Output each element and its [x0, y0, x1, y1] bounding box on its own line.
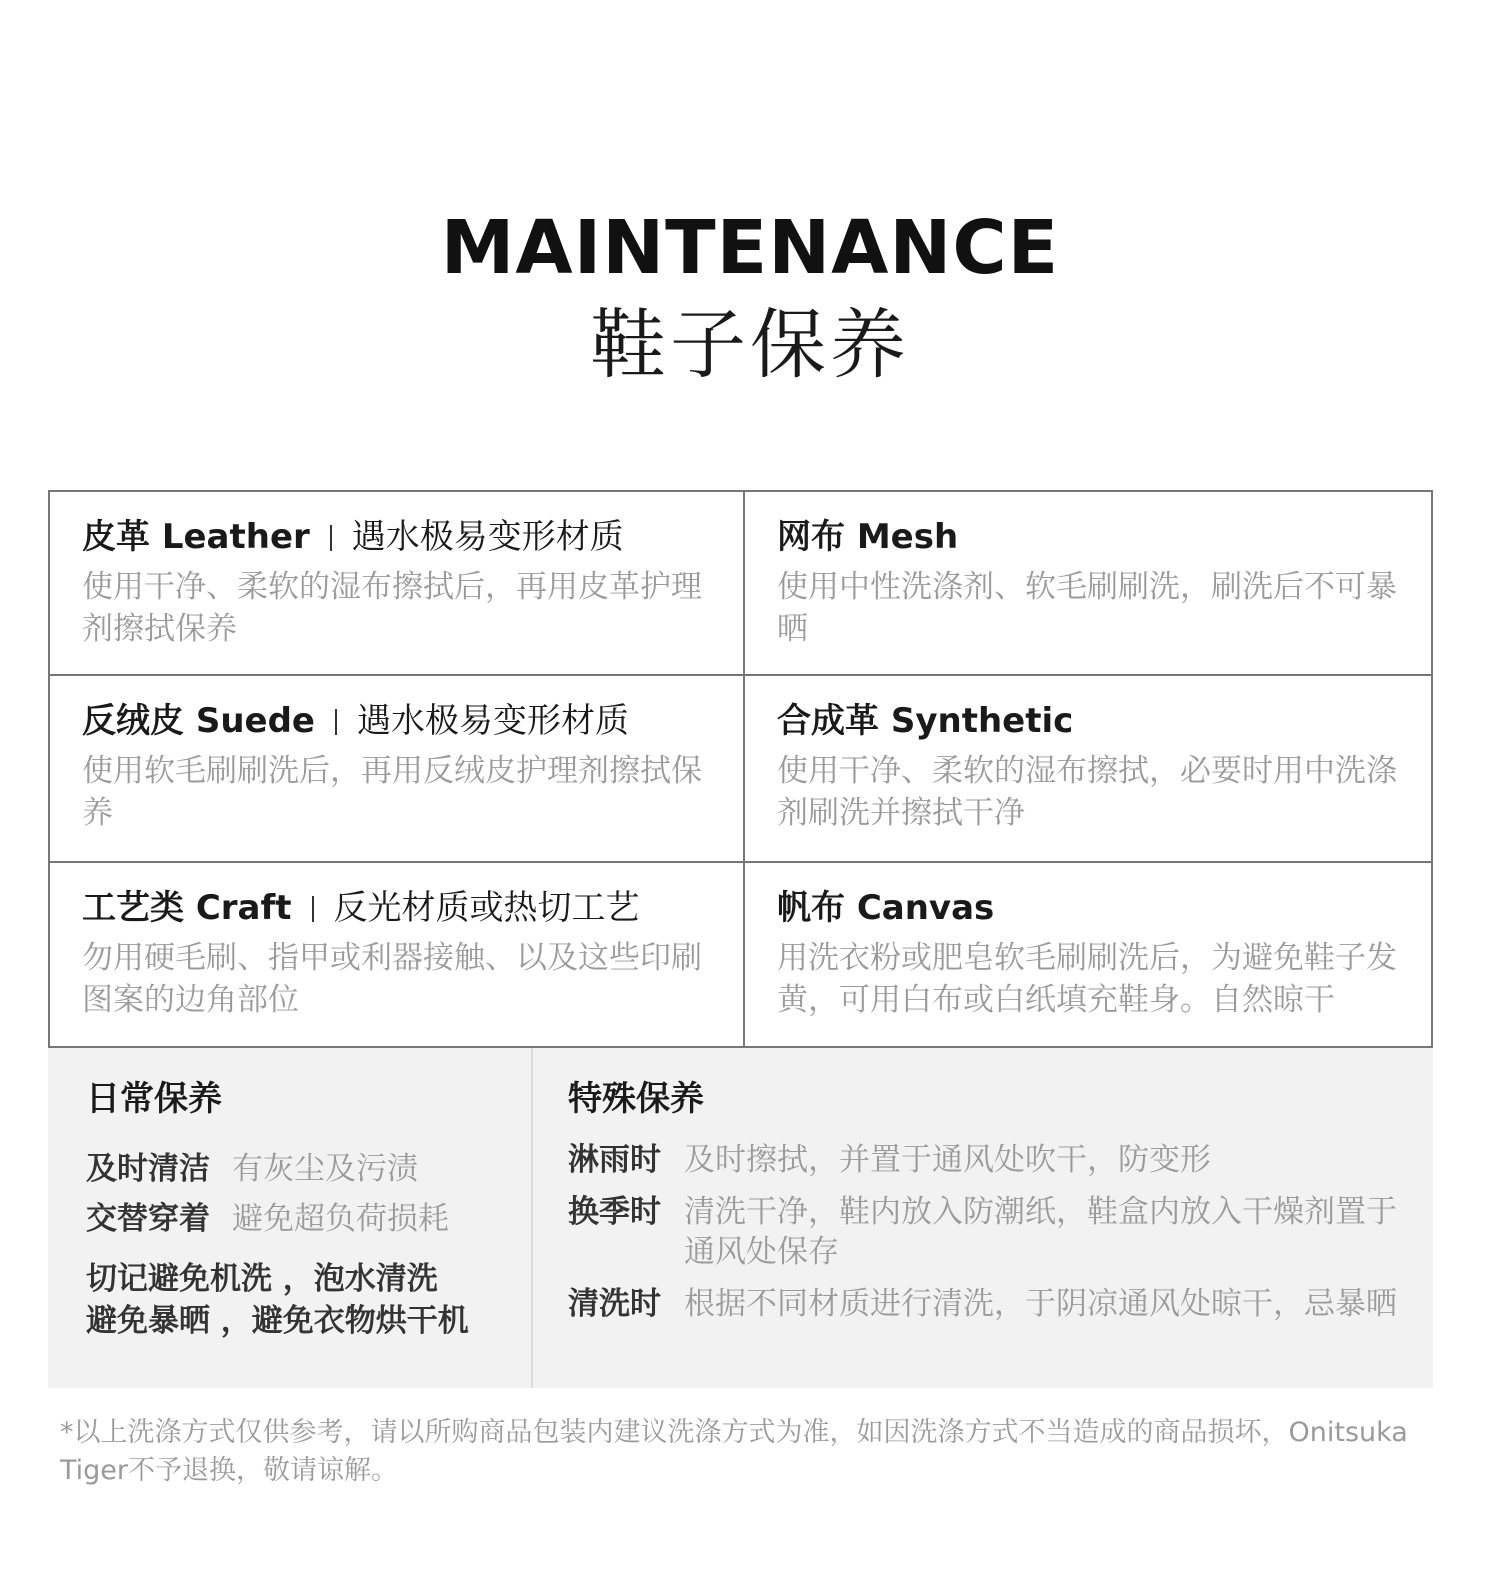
- material-description: 使用中性洗涤剂、软毛刷刷洗，刷洗后不可暴晒: [777, 569, 1397, 647]
- daily-care-section: [86, 1076, 516, 1342]
- material-name: 帆布 Canvas: [777, 888, 995, 928]
- material-cell-leather: [50, 492, 743, 674]
- material-title: [82, 698, 743, 744]
- material-title: [82, 885, 743, 931]
- special-care-item: [568, 1140, 1408, 1180]
- special-care-key: 淋雨时: [568, 1142, 661, 1178]
- daily-care-key: 交替穿着: [86, 1201, 210, 1237]
- warning-line: 避免暴晒 ，避免衣物烘干机: [86, 1303, 469, 1339]
- material-name: 合成革 Synthetic: [777, 701, 1074, 741]
- special-care-key: 换季时: [568, 1194, 661, 1230]
- material-name: 工艺类 Craft: [82, 888, 292, 928]
- material-description: 勿用硬毛刷、指甲或利器接触、以及这些印刷图案的边角部位: [82, 940, 702, 1018]
- title-separator: [335, 709, 337, 735]
- material-note: 遇水极易变形材质: [351, 517, 624, 557]
- special-care-title: 特殊保养: [568, 1079, 704, 1119]
- daily-care-value: 避免超负荷损耗: [232, 1201, 449, 1237]
- special-care-value: 根据不同材质进行清洗，于阴凉通风处晾干，忌暴晒: [684, 1286, 1397, 1322]
- daily-care-title: 日常保养: [86, 1079, 222, 1119]
- daily-care-item: [86, 1194, 516, 1244]
- daily-care-warning: [86, 1258, 516, 1342]
- material-note: 反光材质或热切工艺: [333, 888, 640, 928]
- material-name: 皮革 Leather: [82, 517, 310, 557]
- title-separator: [330, 525, 332, 551]
- special-care-value: 清洗干净，鞋内放入防潮纸，鞋盒内放入干燥剂置于通风处保存: [684, 1194, 1397, 1270]
- material-cell-synthetic: [743, 674, 1433, 861]
- daily-care-value: 有灰尘及污渍: [232, 1151, 418, 1187]
- material-description: 使用干净、柔软的湿布擦拭后，再用皮革护理剂擦拭保养: [82, 569, 702, 647]
- material-title: [777, 698, 1433, 744]
- special-care-list: [568, 1140, 1408, 1324]
- material-title: [777, 514, 1433, 560]
- care-divider: [531, 1048, 533, 1388]
- care-panel: [48, 1048, 1433, 1388]
- material-name: 反绒皮 Suede: [82, 701, 315, 741]
- title-separator: [312, 896, 314, 922]
- special-care-section: [568, 1076, 1408, 1336]
- material-description: 使用软毛刷刷洗后，再用反绒皮护理剂擦拭保养: [82, 753, 702, 831]
- page-title-en: MAINTENANCE: [440, 205, 1060, 291]
- material-cell-mesh: [743, 492, 1433, 674]
- material-name: 网布 Mesh: [777, 517, 959, 557]
- daily-care-item: [86, 1144, 516, 1194]
- special-care-item: [568, 1192, 1408, 1272]
- material-care-table: [48, 490, 1433, 1048]
- material-title: [82, 514, 743, 560]
- material-title: [777, 885, 1433, 931]
- material-description: 使用干净、柔软的湿布擦拭，必要时用中洗涤剂刷洗并擦拭干净: [777, 753, 1397, 831]
- material-description: 用洗衣粉或肥皂软毛刷刷洗后，为避免鞋子发黄，可用白布或白纸填充鞋身。自然晾干: [777, 940, 1397, 1018]
- daily-care-key: 及时清洁: [86, 1151, 210, 1187]
- material-cell-suede: [50, 674, 743, 861]
- disclaimer-note: *以上洗涤方式仅供参考，请以所购商品包装内建议洗涤方式为准，如因洗涤方式不当造成的商品损坏，Onitsuka Tiger不予退换，敬请谅解。: [60, 1417, 1408, 1486]
- special-care-value: 及时擦拭，并置于通风处吹干，防变形: [684, 1142, 1211, 1178]
- material-cell-canvas: [743, 861, 1433, 1048]
- daily-care-list: [86, 1144, 516, 1244]
- special-care-key: 清洗时: [568, 1286, 661, 1322]
- material-cell-craft: [50, 861, 743, 1048]
- warning-line: 切记避免机洗 ，泡水清洗: [86, 1261, 438, 1297]
- page-title-cn: 鞋子保养: [590, 300, 910, 389]
- special-care-item: [568, 1284, 1408, 1324]
- material-note: 遇水极易变形材质: [357, 701, 629, 741]
